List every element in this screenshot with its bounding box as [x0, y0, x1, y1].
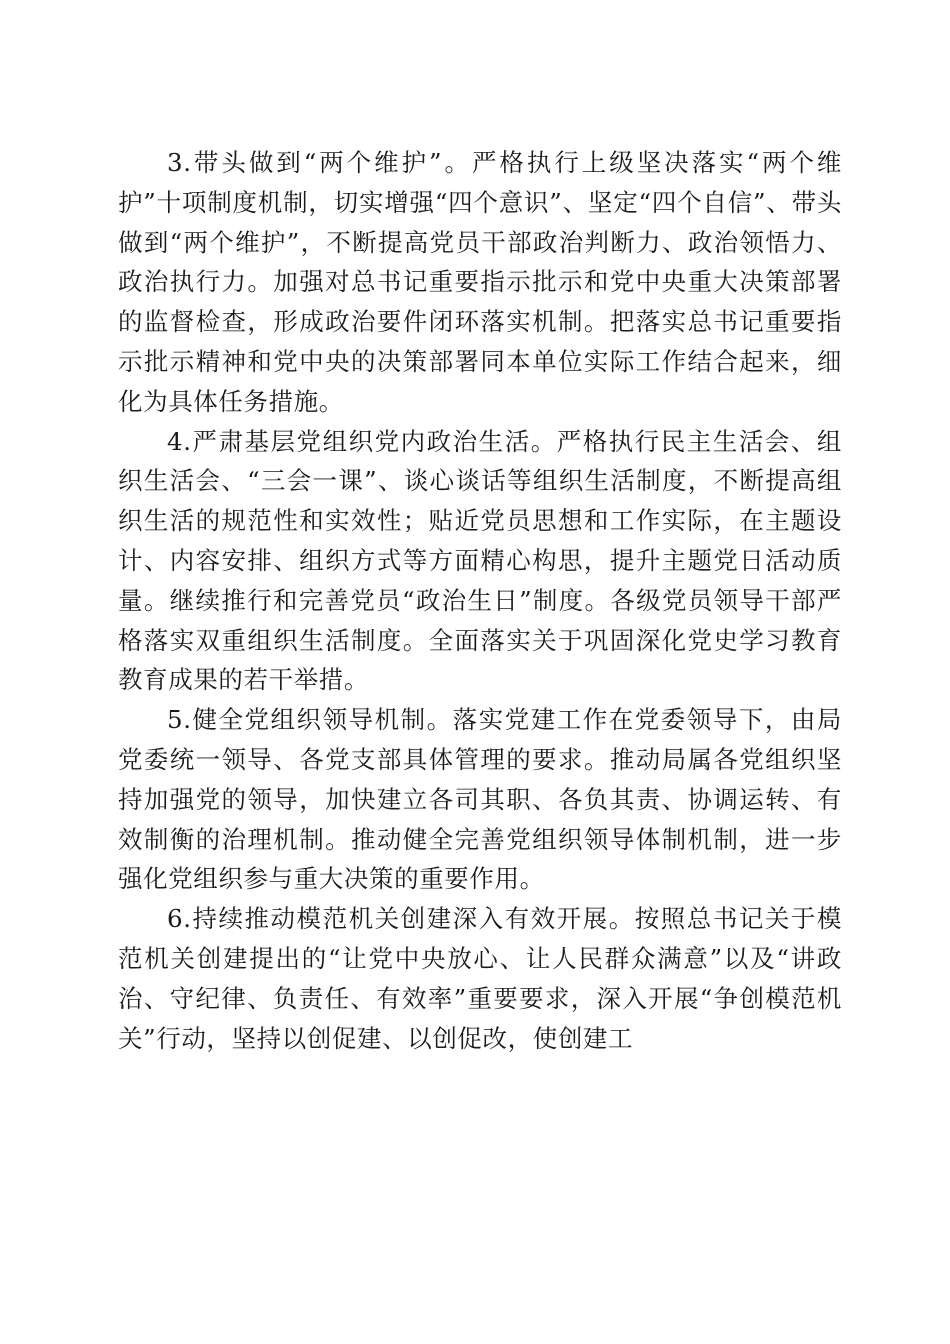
paragraph-item-6: 6.持续推动模范机关创建深入有效开展。按照总书记关于模范机关创建提出的“让党中央放心、让人民群众满意”以及“讲政治、守纪律、负责任、有效率”重要要求，深入开展“争创模范机关”行动，坚持以创促建、以创促改，使创建工 [118, 904, 842, 1053]
paragraph-item-3: 3.带头做到“两个维护”。严格执行上级坚决落实“两个维护”十项制度机制，切实增强“四个意识”、坚定“四个自信”、带头做到“两个维护”，不断提高党员干部政治判断力、政治领悟力、政治执行力。加强对总书记重要指示批示和党中央重大决策部署的监督检查，形成政治要件闭环落实机制。把落实总书记重要指示批示精神和党中央的决策部署同本单位实际工作结合起来，细化为具体任务措施。 [118, 148, 842, 416]
paragraph-item-5: 5.健全党组织领导机制。落实党建工作在党委领导下，由局党委统一领导、各党支部具体管理的要求。推动局属各党组织坚持加强党的领导，加快建立各司其职、各负其责、协调运转、有效制衡的治理机制。推动健全完善党组织领导体制机制，进一步强化党组织参与重大决策的重要作用。 [118, 705, 842, 894]
paragraph-item-4: 4.严肃基层党组织党内政治生活。严格执行民主生活会、组织生活会、“三会一课”、谈心谈话等组织生活制度，不断提高组织生活的规范性和实效性；贴近党员思想和工作实际，在主题设计、内容安排、组织方式等方面精心构思，提升主题党日活动质量。继续推行和完善党员“政治生日”制度。各级党员领导干部严格落实双重组织生活制度。全面落实关于巩固深化党史学习教育教育成果的若干举措。 [118, 426, 842, 695]
document-body [118, 143, 842, 1058]
